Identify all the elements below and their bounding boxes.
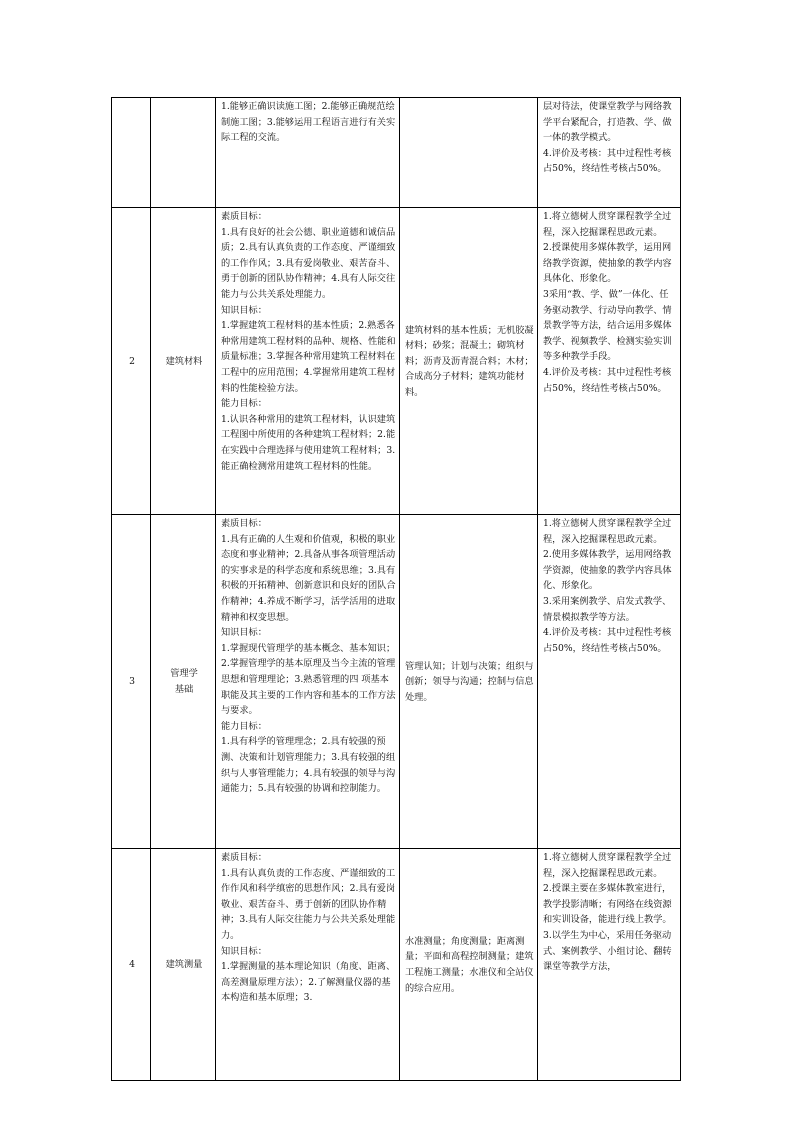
course-content xyxy=(400,208,538,515)
goal-paragraph: 1.具有正确的人生观和价值观，积极的职业态度和事业精神；2.具备从事各项管理活动的实事求是的科学态度和系统思维；3.具有积极的开拓精神、创新意识和良好的团队合作精神；4.养成不断学习，活学活用的进取精神和权变思想。 xyxy=(221,533,396,623)
table-row xyxy=(112,208,681,515)
goal-paragraph: 1.具有良好的社会公德、职业道德和诚信品质；2.具有认真负责的工作态度、严谨细致的工作作风；3.具有爱岗敬业、艰苦奋斗、勇于创新的团队协作精神；4.具有人际交往能力与公共关系处理能力。 xyxy=(221,226,396,300)
goal-paragraph: 能力目标： xyxy=(221,720,267,732)
course-name xyxy=(151,515,216,849)
goal-paragraph: 1.掌握现代管理学的基本概念、基本知识；2.掌握管理学的基本原理及当今主流的管理思想和管理理论；3.熟悉管理的四 项基本职能及其主要的工作内容和基本的工作方法与要求。 xyxy=(221,642,396,717)
course-name-text: 管理学 基础 xyxy=(170,668,198,695)
content-text: 管理认知；计划与决策；组织与创新；领导与沟通；控制与信息处理。 xyxy=(405,660,534,703)
goal-paragraph: 素质目标： xyxy=(221,852,267,863)
method-paragraph: 4.评价及考核：其中过程性考核占50%，终结性考核占50%。 xyxy=(543,147,672,175)
method-paragraph: 3.以学生为中心，采用任务驱动式、案例教学、小组讨论、翻转课堂等教学方法， xyxy=(543,929,672,973)
course-name xyxy=(151,849,216,1081)
goal-paragraph: 素质目标： xyxy=(221,518,267,529)
goal-paragraph: 1.掌握测量的基本理论知识（角度、距离、高差测量原理方法）；2.了解测量仪器的基本构造和基本原理；3. xyxy=(221,961,396,1004)
table-row xyxy=(112,515,681,849)
method-paragraph: 2.授课主要在多媒体教室进行，教学投影清晰；有网络在线资源和实训设备，能进行线上教学。 xyxy=(543,883,672,926)
teaching-method xyxy=(538,98,681,208)
goal-paragraph: 能力目标： xyxy=(221,398,267,410)
goal-paragraph: 1.掌握建筑工程材料的基本性质；2.熟悉各种常用建筑工程材料的品种、规格、性能和质量标准；3.掌握各种常用建筑工程材料在工程中的应用范围；4.掌握常用建筑工程材料的性能检验方法。 xyxy=(221,320,396,394)
table-row xyxy=(112,849,681,1081)
course-number: 3 xyxy=(112,515,151,849)
content-text: 建筑材料的基本性质；无机胶凝材料；砂浆；混凝土；砌筑材料；沥青及沥青混合料；木材；合成高分子材料；建筑功能材料。 xyxy=(405,324,534,398)
course-name-text: 建筑材料 xyxy=(165,355,203,367)
method-paragraph: 4.评价及考核：其中过程性考核占50%，终结性考核占50%。 xyxy=(543,366,672,394)
method-paragraph: 1.将立德树人贯穿课程教学全过程，深入挖掘课程思政元素。 xyxy=(543,852,672,879)
goal-paragraph: 知识目标： xyxy=(221,945,267,957)
method-paragraph: 3采用“教、学、做”一体化、任务驱动教学、行动导向教学、情景教学等方法，结合运用多媒体教学、视频教学、检测实验实训等多种教学手段。 xyxy=(543,288,672,363)
method-paragraph: 2.使用多媒体教学，运用网络教学资源，使抽象的教学内容具体化、形象化。 xyxy=(543,549,672,592)
table-row xyxy=(112,98,681,208)
course-content xyxy=(400,515,538,849)
course-goals xyxy=(216,208,400,515)
teaching-method xyxy=(538,849,681,1081)
method-paragraph: 层对待法，使课堂教学与网络教学平台紧配合，打造教、学、做一体的教学模式。 xyxy=(543,101,672,144)
teaching-method xyxy=(538,515,681,849)
course-name xyxy=(151,98,216,208)
teaching-method xyxy=(538,208,681,515)
course-goals xyxy=(216,98,400,208)
method-paragraph: 4.评价及考核：其中过程性考核占50%，终结性考核占50%。 xyxy=(543,627,672,654)
course-goals xyxy=(216,515,400,849)
goal-paragraph: 知识目标： xyxy=(221,304,267,316)
goal-paragraph: 1.具有认真负责的工作态度、严谨细致的工作作风和科学缜密的思想作风；2.具有爱岗敬业、艰苦奋斗、勇于创新的团队协作精神；3.具有人际交往能力与公共关系处理能力。 xyxy=(221,867,396,941)
course-name xyxy=(151,208,216,515)
method-paragraph: 2.授课使用多媒体教学，运用网络教学资源，使抽象的教学内容具体化、形象化。 xyxy=(543,242,672,285)
course-goals xyxy=(216,849,400,1081)
course-number: 4 xyxy=(112,849,151,1081)
goal-paragraph: 1.具有科学的管理理念；2.具有较强的预测、决策和计划管理能力；3.具有较强的组织与人事管理能力；4.具有较强的领导与沟通能力；5.具有较强的协调和控制能力。 xyxy=(221,736,396,795)
course-number: 2 xyxy=(112,208,151,515)
method-paragraph: 1.将立德树人贯穿课程教学全过程，深入挖掘课程思政元素。 xyxy=(543,211,672,238)
goal-paragraph: 1.能够正确识读施工图；2.能够正确规范绘制施工图；3.能够运用工程语言进行有关实际工程的交流。 xyxy=(221,101,396,144)
method-paragraph: 1.将立德树人贯穿课程教学全过程，深入挖掘课程思政元素。 xyxy=(543,518,672,545)
course-name-text: 建筑测量 xyxy=(165,959,203,971)
goal-paragraph: 知识目标： xyxy=(221,627,267,639)
goal-paragraph: 素质目标： xyxy=(221,211,267,222)
content-text: 水准测量；角度测量；距离测量；平面和高程控制测量；建筑工程施工测量；水准仪和全站仪的综合应用。 xyxy=(405,935,534,994)
method-paragraph: 3.采用案例教学、启发式教学、情景模拟教学等方法。 xyxy=(543,595,672,623)
course-number xyxy=(112,98,151,208)
goal-paragraph: 1.认识各种常用的建筑工程材料，认识建筑工程图中所使用的各种建筑工程材料；2.能在实践中合理选择与使用建筑工程材料；3.能正确检测常用建筑工程材料的性能。 xyxy=(221,413,396,472)
course-content xyxy=(400,849,538,1081)
course-content xyxy=(400,98,538,208)
course-table xyxy=(111,97,681,1081)
